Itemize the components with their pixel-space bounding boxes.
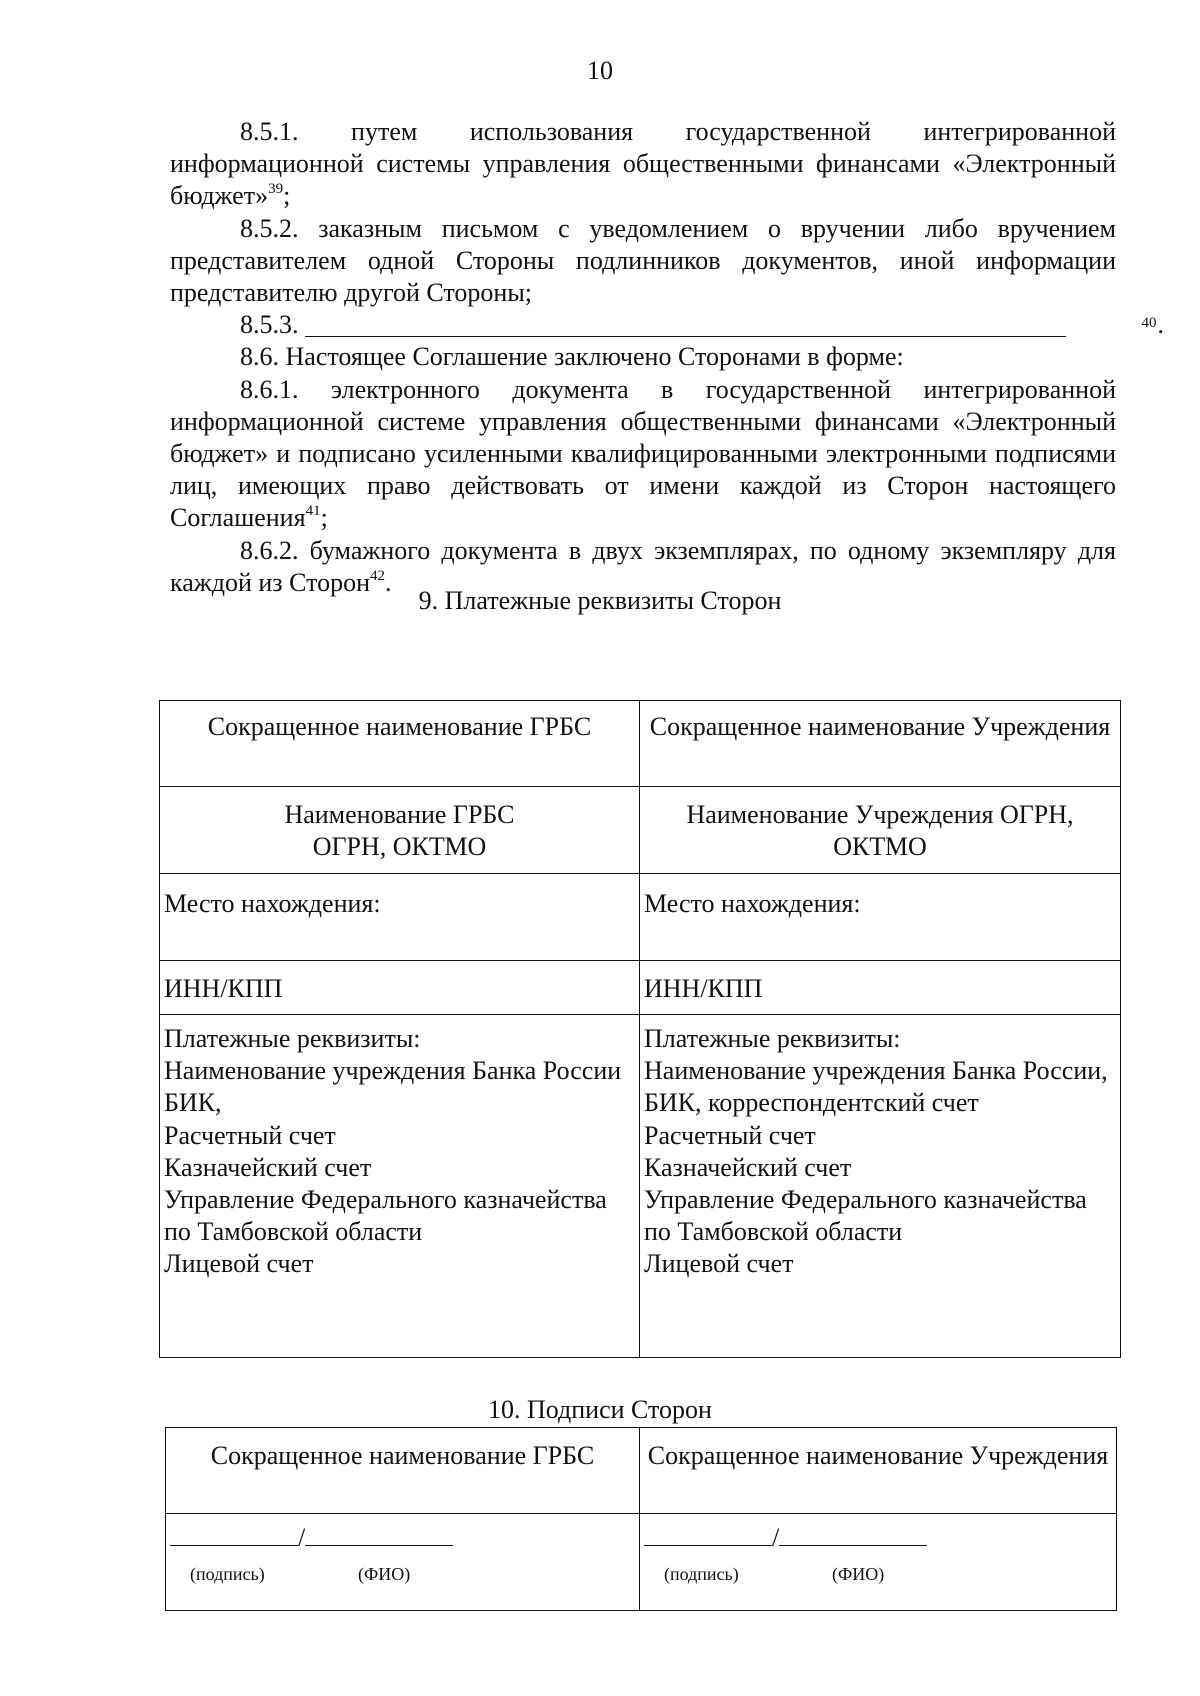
footnote-ref-39: 39 <box>268 181 284 198</box>
signature-blank <box>170 1523 298 1546</box>
fio-caption: (ФИО) <box>358 1564 411 1585</box>
signature-line: / <box>644 1522 1112 1554</box>
fio-blank <box>779 1523 927 1546</box>
clause-8-6-2: 8.6.2. бумажного документа в двух экземплярах, по одному экземпляру для каждой из Сторон$^{42}$. <box>170 535 1116 597</box>
table-row <box>166 1514 1117 1611</box>
signature-caption: (подпись) <box>664 1564 739 1585</box>
table-row <box>160 1015 1121 1358</box>
signatures-table <box>165 1427 1117 1611</box>
institution-payment-details-cell: Платежные реквизиты: Наименование учреждения Банка России, БИК, корреспондентский счет Расчетный счет Казначейский счет Управление Федерального казначейства по Тамбовской области Лицевой счет <box>640 1015 1121 1358</box>
table-row <box>160 874 1121 961</box>
grbs-payment-details-cell: Платежные реквизиты: Наименование учреждения Банка России БИК, Расчетный счет Казначейский счет Управление Федерального казначейства по Тамбовской области Лицевой счет <box>160 1015 640 1358</box>
clause-8-6: 8.6. Настоящее Соглашение заключено Сторонами в форме: <box>240 342 904 372</box>
institution-short-name-cell: Сокращенное наименование Учреждения <box>640 701 1121 787</box>
table-row <box>160 961 1121 1015</box>
section-9-title: 9. Платежные реквизиты Сторон <box>418 586 782 615</box>
fio-caption: (ФИО) <box>832 1564 885 1585</box>
clause-8-5-3: 8.5.3. 40 . <box>240 310 1164 340</box>
grbs-name-cell: Наименование ГРБС ОГРН, ОКТМО <box>160 787 640 874</box>
footnote-ref-42: 42 <box>370 567 386 584</box>
clause-8-6-1: 8.6.1. электронного документа в государственной интегрированной информационной системе управления общественными финансами «Электронный бюджет» и подписано усиленными квалифицированными электронными подписями лиц, имеющих право действовать от имени каждой из Сторон настоящего Соглашения$^{41}$; <box>170 374 1116 533</box>
grbs-signature-cell <box>166 1514 640 1611</box>
signature-blank <box>644 1523 772 1546</box>
clause-8-5-2: 8.5.2. заказным письмом с уведомлением о вручении либо вручением представителем одной Стороны подлинников документов, иной информации представителю другой Стороны; <box>170 213 1116 308</box>
grbs-inn-kpp-cell: ИНН/КПП <box>160 961 640 1015</box>
institution-signature-cell <box>640 1514 1117 1611</box>
signature-caption: (подпись) <box>190 1564 265 1585</box>
table-row <box>160 701 1121 787</box>
footnote-ref-41: 41 <box>305 503 321 520</box>
section-10-title: 10. Подписи Сторон <box>488 1395 712 1424</box>
institution-inn-kpp-cell: ИНН/КПП <box>640 961 1121 1015</box>
clause-8-5-1: 8.5.1. путем использования государственной интегрированной информационной системы управления общественными финансами «Электронный бюджет»$^{39}$; <box>170 117 1116 211</box>
payment-details-table <box>159 700 1121 1358</box>
grbs-short-name-cell: Сокращенное наименование ГРБС <box>160 701 640 787</box>
page-number: 10 <box>587 56 613 85</box>
signature-line: / <box>170 1522 635 1554</box>
institution-name-cell: Наименование Учреждения ОГРН, ОКТМО <box>640 787 1121 874</box>
table-row <box>160 787 1121 874</box>
institution-location-cell: Место нахождения: <box>640 874 1121 961</box>
table-row <box>166 1428 1117 1514</box>
fio-blank <box>305 1523 453 1546</box>
document-body <box>170 116 1164 599</box>
grbs-short-name-cell: Сокращенное наименование ГРБС <box>166 1428 640 1514</box>
grbs-location-cell: Место нахождения: <box>160 874 640 961</box>
institution-short-name-cell: Сокращенное наименование Учреждения <box>640 1428 1117 1514</box>
blank-line <box>305 312 1066 337</box>
